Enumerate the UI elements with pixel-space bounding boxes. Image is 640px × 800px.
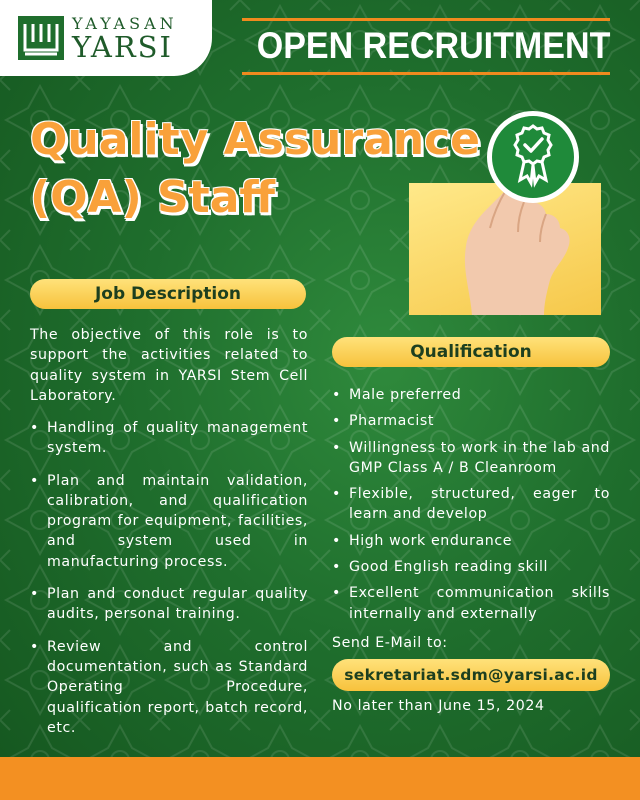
bullet-icon: • — [332, 439, 341, 456]
bullet-icon: • — [332, 413, 341, 430]
job-title-line-1: Quality Assurance — [30, 114, 481, 165]
list-item: • Handling of quality management system. — [30, 420, 308, 457]
bullet-icon: • — [332, 532, 341, 549]
job-title-line-2: (QA) Staff — [30, 172, 276, 223]
qualification-list — [332, 385, 610, 630]
logo-panel — [0, 0, 212, 76]
bullet-icon: • — [332, 486, 341, 503]
banner-bottom-rule — [242, 72, 610, 75]
application-deadline: No later than June 15, 2024 — [332, 698, 545, 714]
list-item: • Review and control documentation, such as Standard Operating Procedure, qualification report, batch record, etc. — [30, 638, 308, 736]
logo-text-yarsi: YARSI — [72, 30, 173, 64]
job-description-intro: The objective of this role is to support the activities related to quality system in YARSI Stem Cell Laboratory. — [30, 327, 308, 404]
bullet-icon: • — [332, 387, 341, 403]
yarsi-logo-mark-icon — [18, 16, 64, 60]
list-item: • Flexible, structured, eager to learn and develop — [332, 486, 610, 523]
list-item: • Plan and maintain validation, calibration, and qualification program for equipment, facilities, and system used in manufacturing process. — [30, 472, 308, 570]
bullet-icon: • — [30, 586, 39, 603]
list-item: • Excellent communication skills internally and externally — [332, 585, 610, 622]
bullet-icon: • — [30, 420, 39, 436]
bullet-icon: • — [332, 559, 341, 576]
list-item: • Good English reading skill — [332, 557, 610, 577]
list-item: • Pharmacist — [332, 411, 610, 431]
bullet-icon: • — [30, 638, 39, 655]
certificate-checkmark-icon — [510, 122, 556, 188]
banner-top-rule — [242, 18, 610, 21]
logo-text-yayasan: YAYASAN — [72, 14, 178, 33]
email-address[interactable]: sekretariat.sdm@yarsi.ac.id — [332, 659, 610, 691]
open-recruitment-banner: OPEN RECRUITMENT — [256, 25, 611, 66]
list-item: • Plan and conduct regular quality audits, personal training. — [30, 586, 308, 623]
bullet-icon: • — [332, 585, 341, 602]
qualification-heading: Qualification — [332, 337, 610, 367]
bullet-icon: • — [30, 472, 39, 489]
footer-bar — [0, 757, 640, 800]
list-item: • Male preferred — [332, 385, 610, 405]
job-description-heading: Job Description — [30, 279, 306, 309]
duties-list — [30, 418, 308, 750]
list-item: • Willingness to work in the lab and GMP Class A / B Cleanroom — [332, 439, 610, 476]
list-item: • High work endurance — [332, 531, 610, 551]
send-email-label: Send E-Mail to: — [332, 635, 448, 651]
